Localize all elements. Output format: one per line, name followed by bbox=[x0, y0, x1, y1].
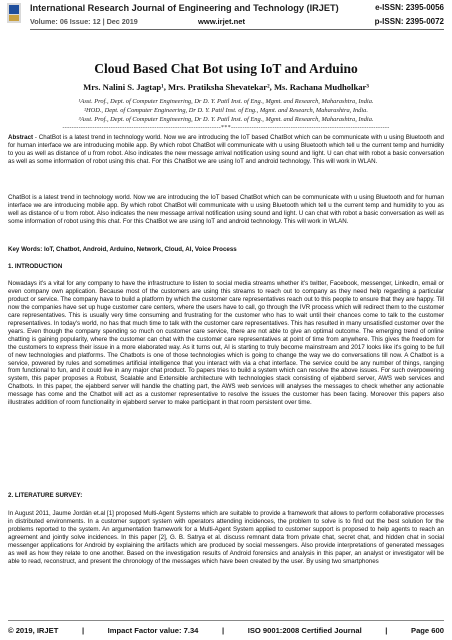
abstract-text: - ChatBot is a latest trend in technology world. Now we are introducing the IoT based ChatBot which can be communicate with u using Bluetooth and for human interface we are introducing mobile app. By which robot ChatBot will communicate with u using Bluetooth which tell u the current temp and humidity to you as well as distance of u from robot. Also indicates the new message arrival notification using sound and light. U can chat with robot a basic conversation as well as some information of robot using this chat. For this ChatBot we are using IoT and android technology. This will work in WLAN. bbox=[8, 134, 444, 165]
paper-authors: Mrs. Nalini S. Jagtap¹, Mrs. Pratiksha Shevatekar², Ms. Rachana Mudholkar³ bbox=[83, 82, 369, 92]
website-link[interactable]: www.irjet.net bbox=[198, 17, 245, 26]
affiliation-1: ¹Asst. Prof., Dept. of Computer Engineering, Dr D. Y. Patil Inst. of Eng., Mgmt. and Research, Maharashtra, India. bbox=[78, 98, 374, 105]
abstract bbox=[8, 134, 444, 166]
footer-impact: Impact Factor value: 7.34 bbox=[107, 626, 199, 635]
footer-page: Page 600 bbox=[411, 626, 444, 635]
journal-title: International Research Journal of Engineering and Technology (IRJET) bbox=[30, 3, 339, 13]
pissn: p-ISSN: 2395-0072 bbox=[374, 17, 444, 26]
footer-sep-1: | bbox=[81, 626, 85, 635]
footer-sep-2: | bbox=[222, 626, 225, 635]
irjet-logo-icon bbox=[4, 3, 24, 45]
paper-title: Cloud Based Chat Bot using IoT and Arduino bbox=[94, 61, 358, 76]
abstract-paragraph-2: ChatBot is a latest trend in technology world. Now we are introducing the IoT based ChatBot which can be communicate with u using Bluetooth and for human interface we are introducing mobile app. By which robot ChatBot will communicate with u using Bluetooth which tell u the current temp and humidity to you as well as distance of u from robot. Also indicates the new message arrival notification using sound and light. U can chat with robot a basic conversation as well as some information of robot using this chat. For this ChatBot we are using IoT and android technology. This will work in WLAN. bbox=[8, 194, 444, 225]
footer-rule bbox=[8, 620, 444, 621]
eissn: e-ISSN: 2395-0056 bbox=[375, 3, 444, 12]
abstract-label: Abstract bbox=[8, 134, 34, 141]
page-footer bbox=[0, 620, 452, 640]
affiliation-3: ³Asst. Prof., Dept. of Computer Engineering, Dr D. Y. Patil Inst. of Eng., Mgmt. and Research, Maharashtra, India. bbox=[78, 116, 374, 123]
literature-text: In August 2011, Jaume Jordán et.al [1] proposed Multi-Agent Systems which are suitable to provide a framework that allows to perform collaborative processes in distributed environments. In a customer support system with operators attending incidences, the problem to solve is to find out the best solution for the problems reported to the system. An argumentation framework for a Multi-Agent System applied to customer support is proposed to help agents to reach an agreement and jointly solve incidences. In this paper [2], G. B. Satrya et al. discuss remnant data from private chat, secret chat, and hidden chat in social messenger applications for Android by explaining the artifacts which are produced by social messengers. Also provide interpretations of generated messages as well as how they relate to one another. Based on the investigation results of Android forensics and analysis in this paper, an analyst or investigator will be able to read, reconstruct, and present the chronology of the messages which have been created by the user. By using two smartphones bbox=[8, 510, 444, 565]
keywords: Key Words: IoT, Chatbot, Android, Arduino, Network, Cloud, AI, Voice Process bbox=[8, 246, 237, 253]
journal-header bbox=[0, 0, 452, 50]
separator-line: ---------------------------------------------------------------------***--------------------------------------------------------------------- bbox=[62, 125, 390, 131]
footer-copyright: © 2019, IRJET bbox=[8, 626, 59, 635]
header-rule bbox=[30, 29, 444, 30]
volume-issue: Volume: 06 Issue: 12 | Dec 2019 bbox=[30, 17, 138, 26]
footer-sep-3: | bbox=[385, 626, 388, 635]
affiliation-2: ²HOD., Dept. of Computer Engineering, Dr D. Y. Patil Inst. of Eng., Mgmt. and Research, Maharashtra, India. bbox=[84, 107, 368, 114]
footer-iso: ISO 9001:2008 Certified Journal bbox=[247, 626, 362, 635]
introduction-text: Nowadays it's a vital for any company to have the infrastructure to listen to social media streams whether it's twitter, Facebook, messenger, LinkedIn, email or even company own application. Because most of the customers are using this streams to reach out to company as they need help regarding a particular product or service. The company have to build a platform by which the customer care representatives reach out to this people to ensure that they are happy. Till now the companies have set up huge customer care centers, where the users have to call, go through the IVR process which will redirect them to the customer care representatives. This is usually very time consuming and frustrating for the customer who has to wait until their chances come to talk to the customer representatives. In today's world, no has that much time to talk with the customer care representatives. This has resulted in many unsatisfied customer over the years. Even though the company spending so much on customer care service, there are not able to give an optimal outcome. The emerging trend of online chatting is gaining popularity, where the customer can chat with the customer care representatives at point of time from anywhere. This gives the freedom for the customers to express their issue in a more elaborated way. As it turns out, AI is starting to truly become mainstream and 2017 looks like it's going to be full of new technologies and platforms. The Chatbots is one of those technologies which is going to change the way we do conversations till now. A Chatbot is a service, powered by rules and sometimes artificial intelligence that you interact with via a chat interface. The service could be any number of things, ranging from functional to fun, and it could live in any major chat product. To papers tries to build a system which can resolve the above issues. For such overpowering system, this paper proposes a Robust, Scalable and Extensible architecture with technologies stack consisting of ejabberd server, AWS web services and Chatbots. In this paper, the ejabberd server will handle the chatting part, the AWS web services will analyses the messages to check whether any actionable message has come and the Chatbot will act as a customer representative to resolve the issues the customer has been facing. Moreover this papers also illustrates addition of room functionality in ejabberd server to make participant in that room persistent over time. bbox=[8, 280, 444, 407]
section-heading-introduction: 1. INTRODUCTION bbox=[8, 263, 63, 270]
section-heading-literature: 2. LITERATURE SURVEY: bbox=[8, 492, 83, 499]
